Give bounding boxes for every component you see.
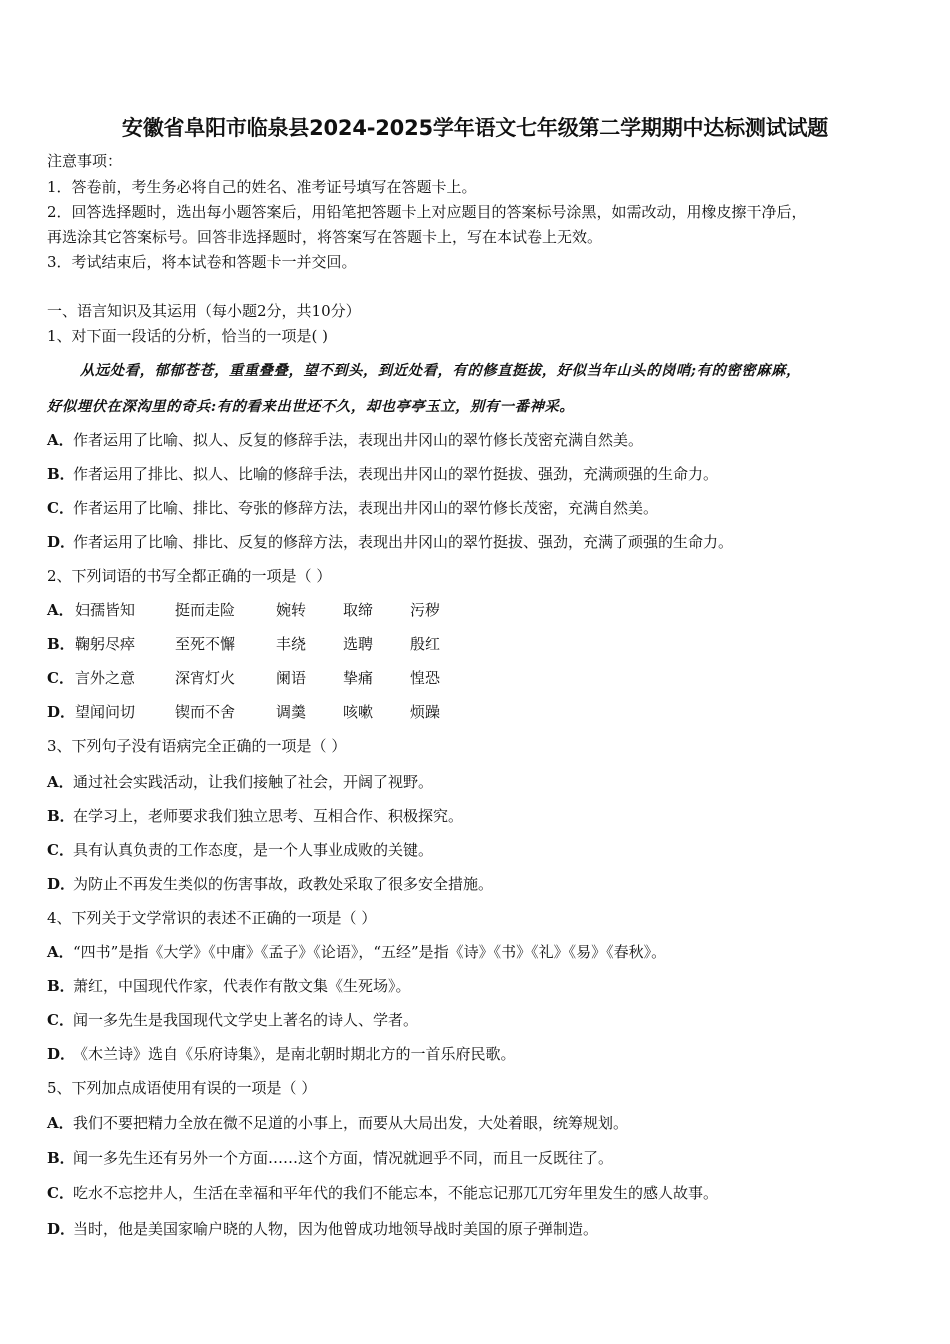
option-key: D． xyxy=(47,1220,76,1238)
notice-item: 1．答卷前，考生务必将自己的姓名、准考证号填写在答题卡上。 xyxy=(47,178,477,196)
option-text: 作者运用了比喻、拟人、反复的修辞手法，表现出井冈山的翠竹修长茂密充满自然美。 xyxy=(73,431,644,449)
option-word: 烦躁 xyxy=(410,703,441,721)
question-1-passage-line: 从远处看，郁郁苍苍，重重叠叠，望不到头，到近处看，有的修直挺拔，好似当年山头的岗哨;有的密密麻麻， xyxy=(80,363,801,379)
option-key: A． xyxy=(47,943,74,961)
option-key: D． xyxy=(47,533,76,551)
notice-item: 2．回答选择题时，选出每小题答案后，用铅笔把答题卡上对应题目的答案标号涂黑，如需改动，用橡皮擦干净后， xyxy=(47,203,807,221)
question-3-option-d[interactable] xyxy=(47,874,493,894)
notice-item: 再选涂其它答案标号。回答非选择题时，将答案写在答题卡上，写在本试卷上无效。 xyxy=(47,228,603,246)
option-key: D． xyxy=(47,703,76,721)
option-word: 挚痛 xyxy=(343,669,374,687)
question-3-option-b[interactable] xyxy=(47,806,463,826)
question-3-option-a[interactable] xyxy=(47,772,433,792)
question-2-stem: 2、下列词语的书写全都正确的一项是（ ） xyxy=(47,567,332,585)
option-key: A． xyxy=(47,431,74,449)
question-1-option-d[interactable] xyxy=(47,532,733,552)
option-word: 阑语 xyxy=(276,669,307,687)
question-5-option-d[interactable] xyxy=(47,1219,598,1239)
option-key: B． xyxy=(47,807,75,825)
question-4-option-d[interactable] xyxy=(47,1044,516,1064)
question-4-option-a[interactable] xyxy=(47,942,666,962)
section-heading: 一、语言知识及其运用（每小题2分，共10分） xyxy=(47,302,361,320)
option-text: 吃水不忘挖井人，生活在幸福和平年代的我们不能忘本，不能忘记那兀兀穷年里发生的感人故事。 xyxy=(73,1184,719,1202)
option-word: 锲而不舍 xyxy=(175,703,236,721)
option-text: 作者运用了排比、拟人、比喻的修辞手法，表现出井冈山的翠竹挺拔、强劲，充满顽强的生命力。 xyxy=(73,465,719,483)
option-key: B． xyxy=(47,977,75,995)
option-key: C． xyxy=(47,1011,74,1029)
question-5-stem: 5、下列加点成语使用有误的一项是（ ） xyxy=(47,1079,317,1097)
question-5-option-a[interactable] xyxy=(47,1113,628,1133)
option-word: 鞠躬尽瘁 xyxy=(75,635,136,653)
option-text: 作者运用了比喻、排比、反复的修辞方法，表现出井冈山的翠竹挺拔、强劲，充满了顽强的生命力。 xyxy=(73,533,734,551)
option-word: 惶恐 xyxy=(410,669,441,687)
option-text: 作者运用了比喻、排比、夸张的修辞方法，表现出井冈山的翠竹修长茂密，充满自然美。 xyxy=(73,499,659,517)
question-3-option-c[interactable] xyxy=(47,840,433,860)
option-text: 闻一多先生是我国现代文学史上著名的诗人、学者。 xyxy=(73,1011,419,1029)
option-word: 婉转 xyxy=(276,601,307,619)
option-word: 深宵灯火 xyxy=(175,669,236,687)
option-text: 《木兰诗》选自《乐府诗集》，是南北朝时期北方的一首乐府民歌。 xyxy=(73,1045,516,1063)
option-word: 选聘 xyxy=(343,635,374,653)
notice-heading: 注意事项： xyxy=(47,152,123,170)
option-key: A． xyxy=(47,601,74,619)
option-key: C． xyxy=(47,1184,74,1202)
option-word: 丰绕 xyxy=(276,635,307,653)
option-text: 我们不要把精力全放在微不足道的小事上，而要从大局出发，大处着眼，统筹规划。 xyxy=(73,1114,629,1132)
option-key: D． xyxy=(47,875,76,893)
exam-title: 安徽省阜阳市临泉县2024-2025学年语文七年级第二学期期中达标测试试题 xyxy=(121,116,829,140)
notice-item: 3．考试结束后，将本试卷和答题卡一并交回。 xyxy=(47,253,357,271)
option-text: “四书”是指《大学》《中庸》《孟子》《论语》，“五经”是指《诗》《书》《礼》《易》《春秋》。 xyxy=(73,943,667,961)
option-word: 调羹 xyxy=(276,703,307,721)
option-word: 污秽 xyxy=(410,601,441,619)
option-key: D． xyxy=(47,1045,76,1063)
question-4-option-c[interactable] xyxy=(47,1010,418,1030)
question-5-option-c[interactable] xyxy=(47,1183,718,1203)
option-key: C． xyxy=(47,841,74,859)
option-key: A． xyxy=(47,1114,74,1132)
question-3-stem: 3、下列句子没有语病完全正确的一项是（ ） xyxy=(47,737,347,755)
question-1-option-a[interactable] xyxy=(47,430,643,450)
option-text: 萧红，中国现代作家，代表作有散文集《生死场》。 xyxy=(73,977,411,995)
option-word: 言外之意 xyxy=(75,669,136,687)
option-word: 咳嗽 xyxy=(343,703,374,721)
option-text: 为防止不再发生类似的伤害事故，政教处采取了很多安全措施。 xyxy=(73,875,494,893)
option-word: 妇孺皆知 xyxy=(75,601,136,619)
question-1-passage-line: 好似埋伏在深沟里的奇兵:有的看来出世还不久，却也亭亭玉立，别有一番神采。 xyxy=(47,399,575,415)
question-4-option-b[interactable] xyxy=(47,976,411,996)
option-key: C． xyxy=(47,499,74,517)
option-word: 至死不懈 xyxy=(175,635,236,653)
option-text: 闻一多先生还有另外一个方面……这个方面，情况就迥乎不同，而且一反既往了。 xyxy=(73,1149,614,1167)
option-word: 殷红 xyxy=(410,635,441,653)
option-key: B． xyxy=(47,1149,75,1167)
question-1-stem: 1、对下面一段话的分析，恰当的一项是( ) xyxy=(47,327,329,345)
option-word: 望闻问切 xyxy=(75,703,136,721)
option-text: 在学习上，老师要求我们独立思考、互相合作、积极探究。 xyxy=(73,807,464,825)
option-text: 具有认真负责的工作态度，是一个人事业成败的关键。 xyxy=(73,841,434,859)
question-1-option-c[interactable] xyxy=(47,498,658,518)
question-4-stem: 4、下列关于文学常识的表述不正确的一项是（ ） xyxy=(47,909,377,927)
option-key: B． xyxy=(47,635,75,653)
option-word: 挺而走险 xyxy=(175,601,236,619)
option-key: A． xyxy=(47,773,74,791)
option-text: 当时，他是美国家喻户晓的人物，因为他曾成功地领导战时美国的原子弹制造。 xyxy=(73,1220,599,1238)
question-5-option-b[interactable] xyxy=(47,1148,613,1168)
option-word: 取缔 xyxy=(343,601,374,619)
option-key: C． xyxy=(47,669,74,687)
option-text: 通过社会实践活动，让我们接触了社会，开阔了视野。 xyxy=(73,773,434,791)
option-key: B． xyxy=(47,465,75,483)
question-1-option-b[interactable] xyxy=(47,464,718,484)
